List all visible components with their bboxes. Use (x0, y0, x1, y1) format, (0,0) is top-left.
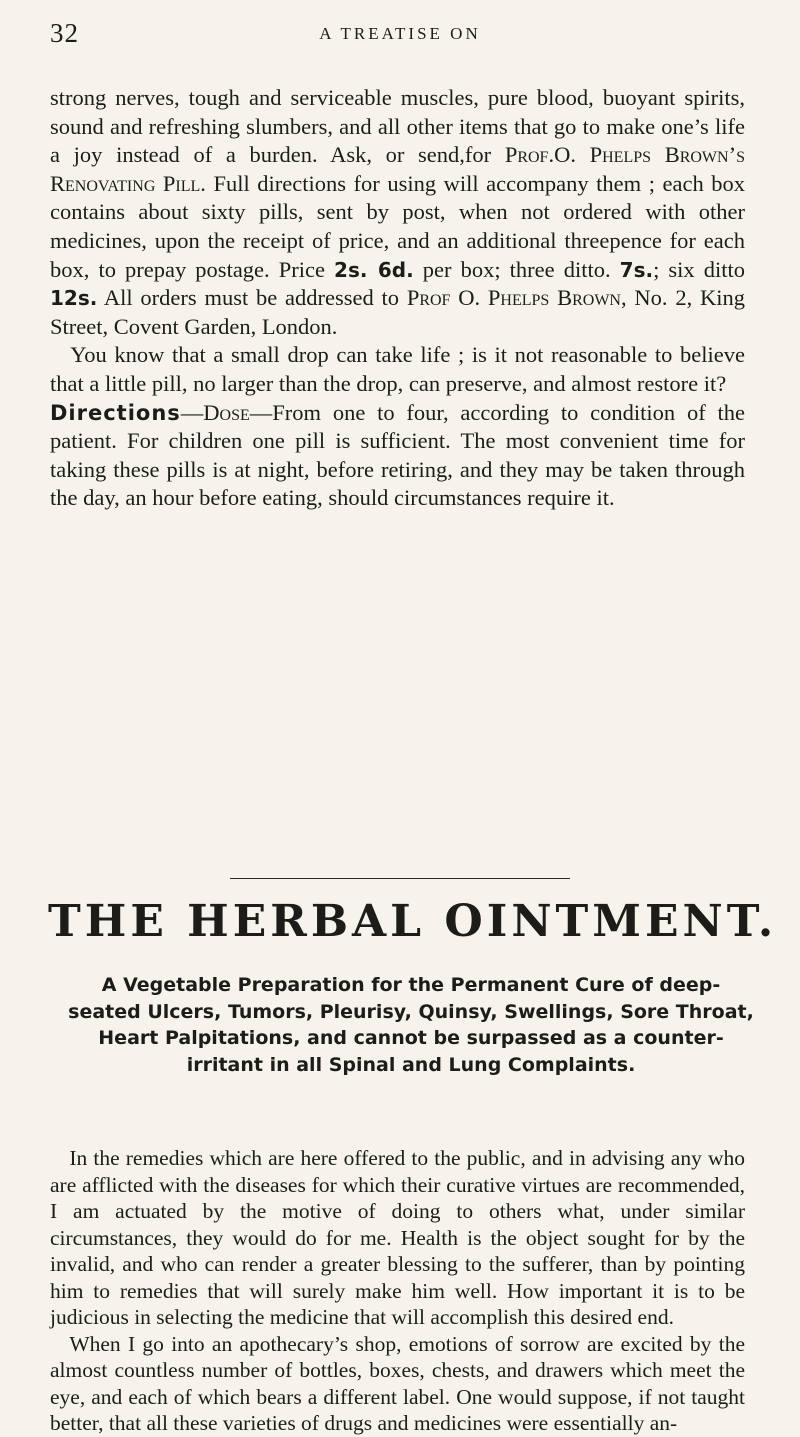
directions-heading: Directions (50, 400, 181, 425)
paragraph-apothecary: When I go into an apothecary’s shop, emotions of sorrow are excited by the almost countless number of bottles, boxes, chests, and drawers which meet the eye, and each of which bears a different label. One would suppose, if not taught better, that all these varieties of drugs and medicines were essentially an- (50, 1331, 745, 1435)
text-run: No. 2, King Street, Covent Garden, London. (50, 285, 745, 339)
page-number: 32 (50, 18, 79, 48)
paragraph-small-drop: You know that a small drop can take life ; is it not reasonable to believe that a little pill, no larger than the drop, can preserve, and almost restore it? (50, 342, 745, 396)
price-six-boxes: 12s. (50, 286, 98, 311)
proprietor-name: Prof O. Phelps Brown, (406, 285, 627, 311)
paragraph-directions (50, 399, 745, 513)
text-run: strong nerves, tough and serviceable muscles, pure blood, buoyant spirits, sound and refreshing slumbers, and all other items that go to make one’s life a joy instead of a burden. Ask, or send,for (50, 85, 745, 168)
product-name: Prof.O. Phelps Brown’s Renovating Pill. (50, 142, 745, 196)
ointment-subtitle: A Vegetable Preparation for the Permanent Cure of deep-seated Ulcers, Tumors, Pleurisy, Quinsy, Swellings, Sore Throat, Heart Palpitations, and cannot be surpassed as a counter-irritant in all Spinal and Lung Complaints. (68, 974, 754, 1076)
dose-label: Dose (203, 399, 250, 425)
paragraph-remedies: In the remedies which are here offered to the public, and in advising any who are afflicted with the diseases for which their curative virtues are recommended, I am actuated by the motive of doing to others what, under similar circumstances, they would do for me. Health is the object sought for by the invalid, and who can render a greater blessing to the sufferer, than by pointing him to remedies that will surely make him well. How important it is to be judicious in selecting the medicine that will accomplish this desired end. (50, 1146, 745, 1329)
price-three-boxes: 7s. (619, 257, 654, 282)
running-head: A TREATISE ON (319, 24, 481, 43)
text-run: All orders must be addressed to (97, 285, 407, 311)
section-divider (230, 878, 570, 879)
page-header (50, 18, 750, 58)
pill-advertisement-text (50, 84, 745, 513)
text-run: ; six ditto (653, 256, 746, 282)
text-run: — (180, 399, 204, 425)
text-run: Full directions for using will accompany them ; each box contains about sixty pills, sent by post, when not ordered with other medicines, upon the receipt of price, and an additional threepence for each box, to prepay postage. Price (50, 170, 745, 282)
text-run: —From one to four, according to condition of the patient. For children one pill is sufficient. The most convenient time for taking these pills is at night, before retiring, and they may be taken through the day, an hour before eating, should circumstances require it. (50, 399, 745, 511)
text-run: per box; three ditto. (413, 256, 620, 282)
ointment-title: THE HERBAL OINTMENT. (48, 896, 778, 947)
paragraph-pill-order (50, 84, 745, 341)
price-single-box: 2s. 6d. (334, 257, 414, 282)
ointment-body-text (50, 1145, 745, 1437)
